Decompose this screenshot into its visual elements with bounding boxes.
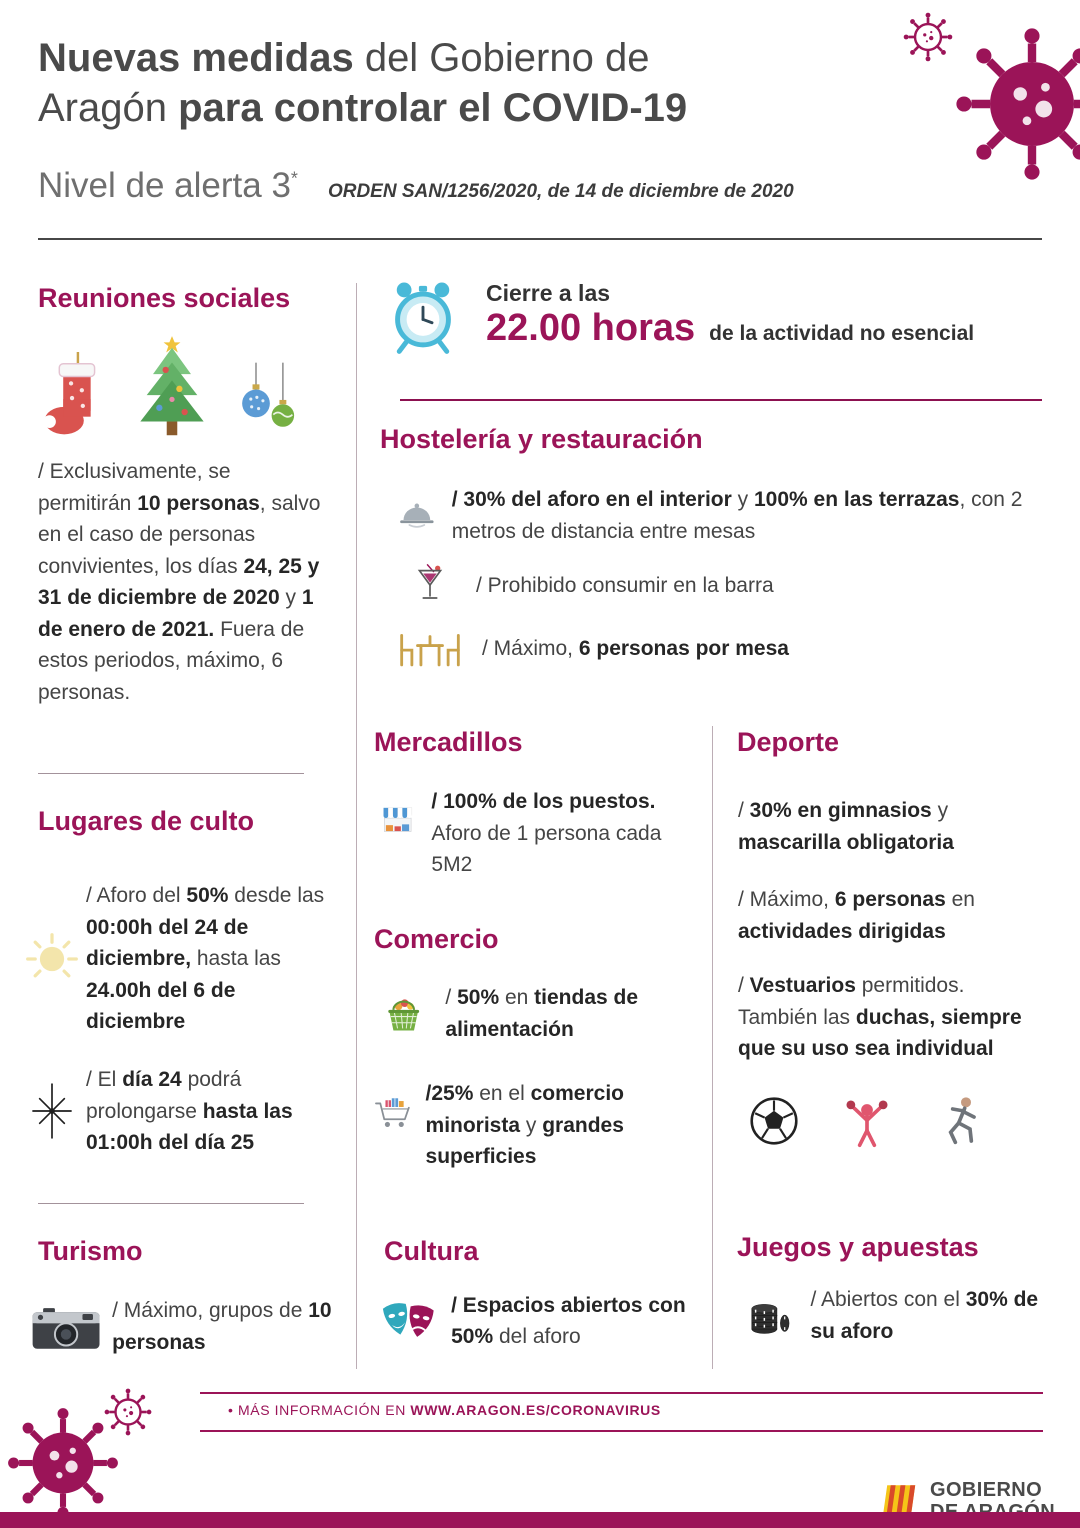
culto-rule-text: / El día 24 podrá prolongarse hasta las 01:00h del día 25 <box>86 1068 293 1154</box>
shopping-cart-icon <box>372 1078 416 1151</box>
camera-icon <box>30 1290 102 1363</box>
comercio-rule-alimentacion <box>378 982 708 1046</box>
weightlifter-icon <box>834 1088 900 1154</box>
christmas-tree-icon <box>124 334 220 450</box>
divider <box>400 399 1042 401</box>
market-stall-icon <box>378 786 417 858</box>
closing-time-value: 22.00 horas <box>486 307 696 349</box>
divider <box>712 726 713 1369</box>
closing-time-banner <box>382 276 974 358</box>
comercio-rule-text: /25% en el comercio minorista y grandes superficies <box>425 1082 624 1168</box>
cloche-icon <box>396 484 438 546</box>
mercadillos-rule-text: / 100% de los puestos. Aforo de 1 persona cada 5M2 <box>431 790 662 876</box>
alert-level: Nivel de alerta 3* <box>38 166 298 205</box>
juegos-rule-text: / Abiertos con el 30% de su aforo <box>810 1288 1039 1343</box>
sun-icon <box>24 931 80 987</box>
closing-time-label: Cierre a las <box>486 280 611 306</box>
section-title-juegos: Juegos y apuestas <box>737 1232 979 1262</box>
baubles-icon <box>230 362 308 450</box>
divider <box>38 1203 304 1204</box>
sport-icons-row <box>744 1088 990 1154</box>
page-title-line2: Aragón para controlar el COVID-19 <box>38 85 688 130</box>
table-chairs-icon <box>396 626 464 672</box>
section-title-hosteleria: Hostelería y restauración <box>380 424 703 454</box>
closing-time-suffix: de la actividad no esencial <box>709 322 975 345</box>
divider <box>38 773 304 774</box>
divider <box>200 1392 1043 1394</box>
culto-rule-text: / Aforo del 50% desde las 00:00h del 24 de diciembre, hasta las 24.00h del 6 de diciembre <box>86 884 325 1033</box>
juegos-rule <box>744 1284 1050 1347</box>
turismo-rule-text: / Máximo, grupos de 10 personas <box>112 1299 332 1354</box>
more-info-text: • MÁS INFORMACIÓN EN WWW.ARAGON.ES/CORONAVIRUS <box>228 1402 661 1418</box>
christmas-stocking-icon <box>34 352 114 450</box>
grocery-basket-icon <box>378 982 429 1046</box>
culto-rule-dia24 <box>24 1064 340 1159</box>
section-title-turismo: Turismo <box>38 1236 143 1266</box>
section-title-mercadillos: Mercadillos <box>374 727 523 757</box>
deporte-rule-text: / Vestuarios permitidos. También las duchas, siempre que su uso sea individual <box>738 974 1022 1060</box>
football-icon <box>744 1091 804 1151</box>
reuniones-text: / Exclusivamente, se permitirán 10 personas, salvo en el caso de personas convivientes, los días 24, 25 y 31 de diciembre de 2020 y 1 de enero de 2021. Fuera de estos periodos, máximo, 6 personas. <box>38 460 321 704</box>
christmas-icons-row <box>34 334 334 450</box>
section-title-deporte: Deporte <box>737 727 840 757</box>
culto-rule-aforo <box>24 880 340 1038</box>
runner-icon <box>930 1091 990 1151</box>
hosteleria-rule-text: / Máximo, 6 personas por mesa <box>482 637 789 661</box>
divider <box>356 283 357 1369</box>
cultura-rule <box>378 1286 714 1356</box>
deporte-rule-text: / 30% en gimnasios y mascarilla obligatoria <box>738 799 954 854</box>
cocktail-icon <box>406 562 454 610</box>
hosteleria-rule-text: / Prohibido consumir en la barra <box>476 574 774 598</box>
turismo-rule <box>30 1290 342 1363</box>
closing-time-text <box>486 276 974 350</box>
page-title-line1: Nuevas medidas del Gobierno de <box>38 36 650 80</box>
virus-icon <box>948 20 1080 188</box>
logo-line1: GOBIERNO <box>930 1479 1043 1501</box>
section-title-reuniones: Reuniones sociales <box>38 283 291 313</box>
mercadillos-rule <box>378 786 708 881</box>
poker-chips-icon <box>744 1287 792 1345</box>
page-title <box>38 34 687 133</box>
footer-bar <box>0 1512 1080 1528</box>
section-title-culto: Lugares de culto <box>38 806 255 836</box>
deporte-rule-text: / Máximo, 6 personas en actividades dirigidas <box>738 888 975 943</box>
theater-masks-icon <box>378 1286 439 1356</box>
order-reference: ORDEN SAN/1256/2020, de 14 de diciembre de 2020 <box>327 181 794 202</box>
cultura-rule-text: / Espacios abiertos con 50% del aforo <box>451 1293 686 1348</box>
section-title-cultura: Cultura <box>384 1236 479 1266</box>
comercio-rule-minorista <box>372 1078 708 1173</box>
virus-icon <box>102 1386 154 1438</box>
divider <box>200 1430 1043 1432</box>
star-icon <box>24 1083 80 1139</box>
comercio-rule-text: / 50% en tiendas de alimentación <box>445 986 639 1041</box>
hosteleria-rule-text: / 30% del aforo en el interior y 100% en las terrazas, con 2 metros de distancia entre mesas <box>451 488 1023 543</box>
header-rule <box>38 238 1042 240</box>
alert-asterisk: * <box>290 168 298 189</box>
hosteleria-rule-barra <box>406 562 1006 610</box>
section-title-comercio: Comercio <box>374 924 499 954</box>
hosteleria-rule-aforo <box>396 484 1044 547</box>
virus-icon <box>901 10 955 64</box>
alert-row <box>38 166 794 206</box>
alarm-clock-icon <box>382 276 464 358</box>
hosteleria-rule-mesa <box>396 626 996 672</box>
